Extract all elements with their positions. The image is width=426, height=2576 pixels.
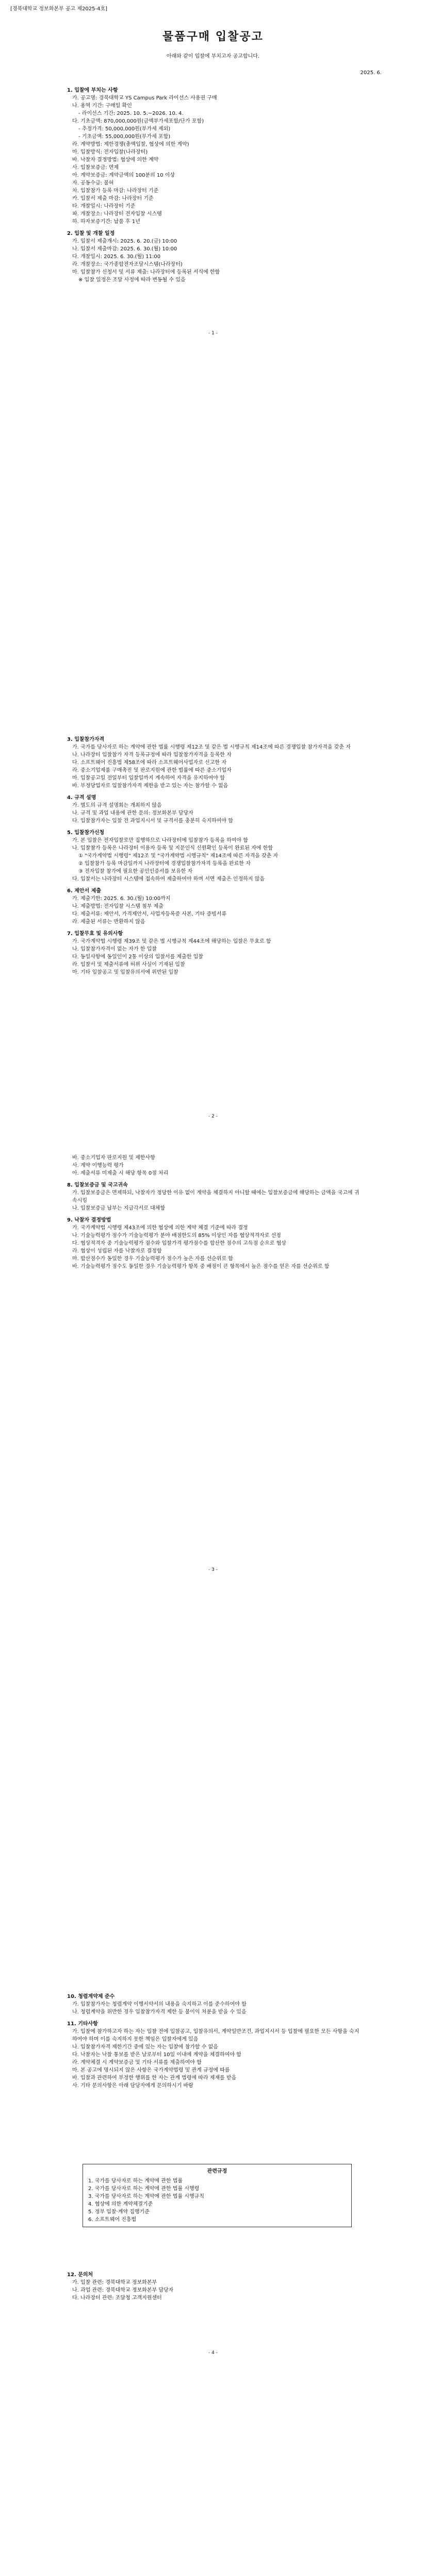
text-line: 나. 입찰참가 등록은 나라장터 이용자 등록 및 지문인식 신원확인 등록이 완료된 자에 한함 [72, 845, 273, 851]
text-line: 다. 개찰일시: 2025. 6. 30.(월) 11:00 [72, 254, 161, 260]
text-line: ③ 전자입찰 참가에 필요한 공인인증서를 보유한 자 [78, 869, 193, 874]
text-line: 가. 입찰 관련: 경북대학교 정보화본부 [72, 2280, 157, 2285]
text-line: 바. 입찰과 관련하여 부정한 행위를 한 자는 관계 법령에 따라 제재를 받음 [72, 2075, 237, 2081]
text-line: 가. 제출기한: 2025. 6. 30.(월) 10:00까지 [72, 896, 171, 902]
text-line: 마. 기타 입찰공고 및 입찰유의서에 위반된 입찰 [72, 970, 178, 975]
text-line: 바. 낙찰자 결정방법: 협상에 의한 계약 [72, 157, 159, 163]
notice-number: [경북대학교 정보화본부 공고 제2025-4호] [10, 6, 107, 12]
text-line: 가. 입찰에 참가하고자 하는 자는 입찰 전에 입찰공고, 입찰유의서, 계약일반조건, 과업지시서 등 입찰에 필요한 모든 사항을 숙지하여야 하며 이를 숙지하지 못한 책임은 입찰자에게 있음 [72, 2029, 359, 2042]
text-line: 사. 입찰보증금: 면제 [72, 165, 119, 171]
section-page-4 [67, 1989, 361, 2090]
section-heading: 11. 기타사항 [67, 2021, 98, 2027]
text-line: 가. 별도의 규격 설명회는 개최하지 않음 [72, 803, 162, 808]
regulation-line: 5. 정부 입찰·계약 집행기준 [88, 2209, 150, 2215]
regulation-line: 6. 소프트웨어 진흥법 [88, 2217, 137, 2223]
text-line: 다. 나라장터 관련: 조달청 고객지원센터 [72, 2295, 162, 2301]
text-line: 다. 입찰참가자는 입찰 전 과업지시서 및 규격서를 충분히 숙지하여야 함 [72, 818, 233, 824]
page-number: - 4 - [208, 2350, 218, 2355]
text-line: 라. 계약방법: 제한경쟁(총액입찰, 협상에 의한 계약) [72, 142, 189, 147]
regulations-title: 관련규정 [207, 2168, 227, 2174]
text-line: 나. 청렴계약을 위반한 경우 입찰참가자격 제한 등 불이익 처분을 받을 수 있음 [72, 2009, 247, 2015]
section-heading: 4. 규격 설명 [67, 795, 96, 801]
section-heading: 7. 입찰무효 및 유의사항 [67, 931, 123, 937]
regulation-line: 3. 국가를 당사자로 하는 계약에 관한 법률 시행규칙 [88, 2194, 204, 2199]
text-line: 가. 국가계약법 시행령 제43조에 의한 협상에 의한 계약 체결 기준에 따라 결정 [72, 1225, 248, 1231]
text-line: 나. 입찰보증금 납부는 지급각서로 대체함 [72, 1206, 166, 1211]
text-line: ※ 입찰 일정은 조달 사정에 따라 변동될 수 있음 [78, 277, 186, 283]
notice-date: 2025. 6. [360, 70, 382, 76]
regulations-box [83, 2164, 352, 2227]
text-line: - 기초금액: 55,000,000원(부가세 포함) [78, 134, 171, 140]
text-line: - 추정가격: 50,000,000원(부가세 제외) [78, 126, 171, 132]
section-heading: 1. 입찰에 부치는 사항 [67, 88, 118, 93]
text-line: 라. 개찰장소: 국가종합전자조달시스템(나라장터) [72, 262, 183, 267]
text-line: 다. 제출서류: 제안서, 가격제안서, 사업자등록증 사본, 기타 증빙서류 [72, 911, 227, 917]
text-line: 사. 기타 문의사항은 아래 담당자에게 문의하시기 바람 [72, 2083, 193, 2089]
intro-text: 아래와 같이 입찰에 부치고자 공고합니다. [166, 54, 260, 59]
text-line: 하. 하자보증기간: 납품 후 1년 [72, 219, 140, 225]
text-line: 라. 계약체결 시 계약보증금 및 기타 서류를 제출하여야 함 [72, 2060, 202, 2065]
text-line: 나. 과업 관련: 경북대학교 정보화본부 담당자 [72, 2287, 174, 2293]
text-line: ② 입찰참가 등록 마감일까지 나라장터에 경쟁입찰참가자격 등록을 완료한 자 [78, 861, 251, 867]
text-line: 다. 입찰서는 나라장터 시스템에 접속하여 제출하여야 하며 서면 제출은 인정하지 않음 [72, 876, 265, 882]
text-line: 마. 본 공고에 명시되지 않은 사항은 국가계약법령 및 관계 규정에 따름 [72, 2067, 230, 2073]
text-line: 파. 개찰장소: 나라장터 전자입찰 시스템 [72, 211, 162, 217]
text-line: 아. 계약보증금: 계약금액의 100분의 10 이상 [72, 173, 175, 178]
page-number: - 2 - [208, 1114, 218, 1119]
page-number: - 3 - [208, 1567, 218, 1572]
regulation-line: 1. 국가를 당사자로 하는 계약에 관한 법률 [88, 2178, 183, 2184]
text-line: 나. 입찰서 제출마감: 2025. 6. 30.(월) 10:00 [72, 246, 177, 252]
section-heading: 3. 입찰참가자격 [67, 737, 105, 742]
text-line: 나. 용역 기간: 구매일 확인 [72, 103, 132, 109]
regulation-line: 2. 국가를 당사자로 하는 계약에 관한 법률 시행령 [88, 2186, 200, 2192]
text-line: 마. 합산점수가 동일한 경우 기술능력평가 점수가 높은 자를 선순위로 함 [72, 1256, 233, 1262]
text-line: 바. 기술능력평가 점수도 동일한 경우 기술능력평가 항목 중 배점이 큰 항목에서 높은 점수를 얻은 자를 선순위로 함 [72, 1264, 330, 1269]
text-line: 사. 계약 이행능력 평가 [72, 1163, 124, 1168]
text-line: 마. 입찰공고일 전일부터 입찰일까지 계속하여 자격을 유지하여야 함 [72, 775, 225, 781]
text-line: 라. 입찰서 및 제출서류에 허위 사실이 기재된 입찰 [72, 962, 185, 968]
text-line: 타. 개찰일시: 나라장터 기준 [72, 204, 136, 209]
text-line: 바. 중소기업자 판로지원 및 제한사항 [72, 1155, 155, 1161]
section-heading: 9. 낙찰자 결정방법 [67, 1217, 111, 1223]
text-line: 가. 입찰참가자는 청렴계약 이행서약서의 내용을 숙지하고 이를 준수하여야 함 [72, 2002, 247, 2007]
section-heading: 2. 입찰 및 개찰 일정 [67, 231, 115, 236]
text-line: 나. 제출방법: 전자입찰 시스템 첨부 제출 [72, 904, 164, 909]
text-line: 다. 기초금액: 870,000,000원(금액부가세포함/단가 포함) [72, 118, 204, 124]
page-number: - 1 - [208, 331, 218, 336]
text-line: 자. 공동수급: 불허 [72, 180, 114, 186]
text-line: 다. 소프트웨어 진흥법 제58조에 따라 소프트웨어사업자로 신고한 자 [72, 760, 226, 766]
section-page-1 [67, 82, 361, 284]
text-line: 가. 입찰보증금은 면제하되, 낙찰자가 정당한 이유 없이 계약을 체결하지 아니할 때에는 입찰보증금에 해당하는 금액을 국고에 귀속시킴 [72, 1190, 359, 1204]
section-contact [67, 2267, 361, 2302]
text-line: 나. 규격 및 과업 내용에 관한 문의: 정보화본부 담당자 [72, 810, 193, 816]
text-line: 다. 동일사항에 동일인이 2통 이상의 입찰서를 제출한 입찰 [72, 954, 203, 960]
page-title: 물품구매 입찰공고 [162, 30, 264, 43]
section-page-3 [67, 1154, 361, 1270]
section-page-2 [67, 732, 361, 976]
section-heading: 10. 청렴계약제 준수 [67, 1994, 115, 1999]
regulation-line: 4. 협상에 의한 계약체결기준 [88, 2201, 153, 2207]
text-line: 다. 낙찰자는 낙찰 통보를 받은 날로부터 10일 이내에 계약을 체결하여야 함 [72, 2052, 241, 2058]
text-line: 가. 공고명: 경북대학교 YS Campus Park 라이선스 사용권 구매 [72, 95, 217, 101]
text-line: 마. 입찰참가 신청서 및 서류 제출: 나라장터에 등록된 서식에 한함 [72, 269, 220, 275]
text-line: 나. 입찰참가자격 제한기간 중에 있는 자는 입찰에 참가할 수 없음 [72, 2044, 218, 2050]
text-line: 바. 부정당업자로 입찰참가자격 제한을 받고 있는 자는 참가할 수 없음 [72, 783, 228, 789]
text-line: - 라이선스 기간: 2025. 10. 5.~2026. 10. 4. [78, 111, 184, 116]
section-heading: 12. 문의처 [67, 2272, 93, 2278]
text-line: 나. 나라장터 입찰참가 자격 등록규정에 따라 입찰참가자격을 등록한 자 [72, 752, 232, 758]
text-line: 가. 입찰서 제출개시: 2025. 6. 20.(금) 10:00 [72, 239, 177, 244]
text-line: 라. 중소기업제품 구매촉진 및 판로지원에 관한 법률에 따른 중소기업자 [72, 768, 232, 773]
text-line: ① "국가계약법 시행령" 제12조 및 "국가계약법 시행규칙" 제14조에 따른 자격을 갖춘 자 [78, 853, 278, 859]
text-line: 가. 국가를 당사자로 하는 계약에 관한 법률 시행령 제12조 및 같은 법 시행규칙 제14조에 따른 경쟁입찰 참가자격을 갖춘 자 [72, 744, 351, 750]
text-line: 가. 국가계약법 시행령 제39조 및 같은 법 시행규칙 제44조에 해당하는 입찰은 무효로 함 [72, 939, 271, 944]
text-line: 가. 본 입찰은 전자입찰로만 집행하므로 나라장터에 입찰참가 등록을 하여야 함 [72, 838, 248, 843]
text-line: 라. 제출된 서류는 반환하지 않음 [72, 919, 145, 925]
text-line: 카. 입찰서 제출 마감: 나라장터 기준 [72, 196, 154, 201]
text-line: 마. 입찰방식: 전자입찰(나라장터) [72, 149, 148, 155]
section-heading: 6. 제안서 제출 [67, 888, 102, 894]
section-heading: 5. 입찰참가신청 [67, 830, 105, 836]
text-line: 차. 입찰참가 등록 마감: 나라장터 기준 [72, 188, 159, 194]
text-line: 나. 입찰참가자격이 없는 자가 한 입찰 [72, 946, 157, 952]
text-line: 아. 제출서류 미제출 시 해당 항목 0점 처리 [72, 1171, 169, 1176]
text-line: 라. 협상이 성립된 자를 낙찰자로 결정함 [72, 1248, 162, 1254]
text-line: 다. 협상적격자 중 기술능력평가 점수와 입찰가격 평가점수를 합산한 점수의 고득점 순으로 협상 [72, 1241, 286, 1246]
text-line: 나. 기술능력평가 점수가 기술능력평가 분야 배점한도의 85% 이상인 자를 협상적격자로 선정 [72, 1233, 281, 1239]
section-heading: 8. 입찰보증금 및 국고귀속 [67, 1182, 128, 1188]
